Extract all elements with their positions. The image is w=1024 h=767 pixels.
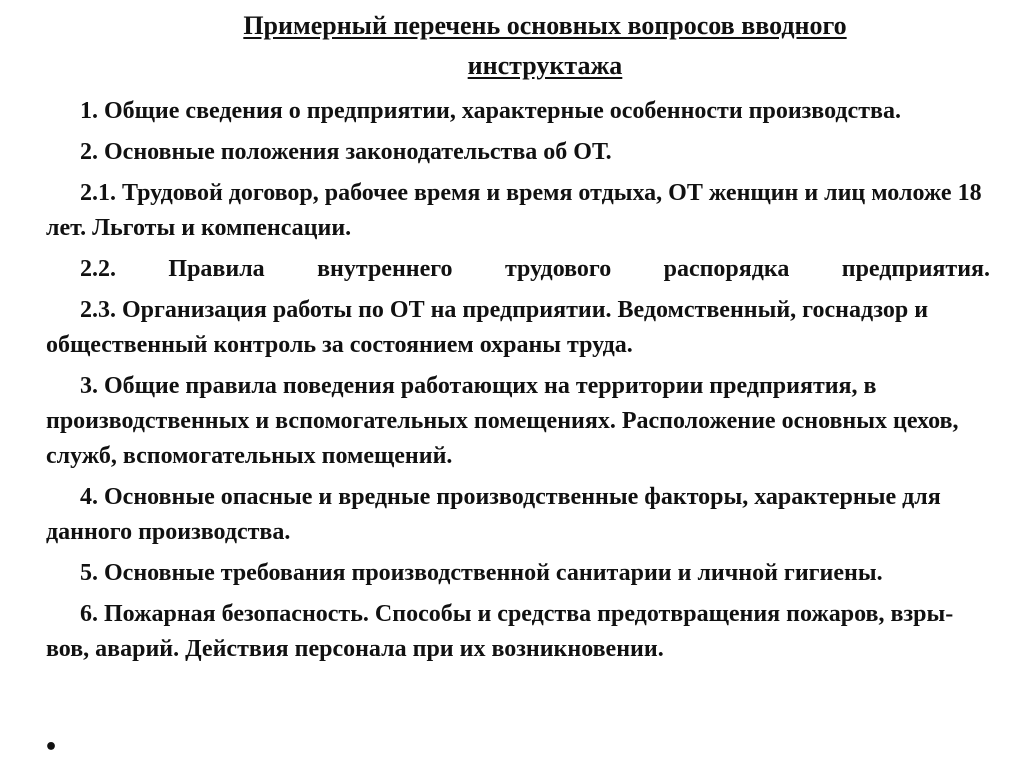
list-item-2-1: 2.1. Трудовой договор, рабочее время и время отдыха, ОТ женщин и лиц моложе 18 лет. Льготы и компенсации.: [46, 180, 982, 241]
list-item-3: 3. Общие правила поведения работающих на территории предприятия, в производственных и вспомогательных помещениях. Расположение основных цехов, служб, вспомогательных помещений.: [46, 373, 959, 469]
title-line-2: инструктажа: [467, 51, 623, 80]
list-item-2-2: 2.2. Правила внутреннего трудового распорядка предприятия.: [80, 256, 990, 282]
list-item-2-3: 2.3. Организация работы по ОТ на предприятии. Ведомственный, госнадзор и общественный контроль за состоянием охраны труда.: [46, 297, 929, 358]
list-item-2: 2. Основные положения законодательства об ОТ.: [80, 139, 612, 165]
questions-list: [46, 94, 990, 673]
list-item-5: 5. Основные требования производственной санитарии и личной гигиены.: [80, 560, 883, 586]
title-line-1: Примерный перечень основных вопросов вводного: [243, 11, 847, 40]
trailing-bullet: •: [44, 735, 59, 760]
list-item-6: 6. Пожарная безопасность. Способы и средства предотвращения пожаров, взры-вов, аварий. Действия персонала при их возникновении.: [46, 601, 954, 662]
page-title: [150, 6, 940, 86]
list-item-1: 1. Общие сведения о предприятии, характерные особенности производства.: [80, 98, 901, 124]
list-item-4: 4. Основные опасные и вредные производственные факторы, характерные для данного производства.: [46, 484, 941, 545]
